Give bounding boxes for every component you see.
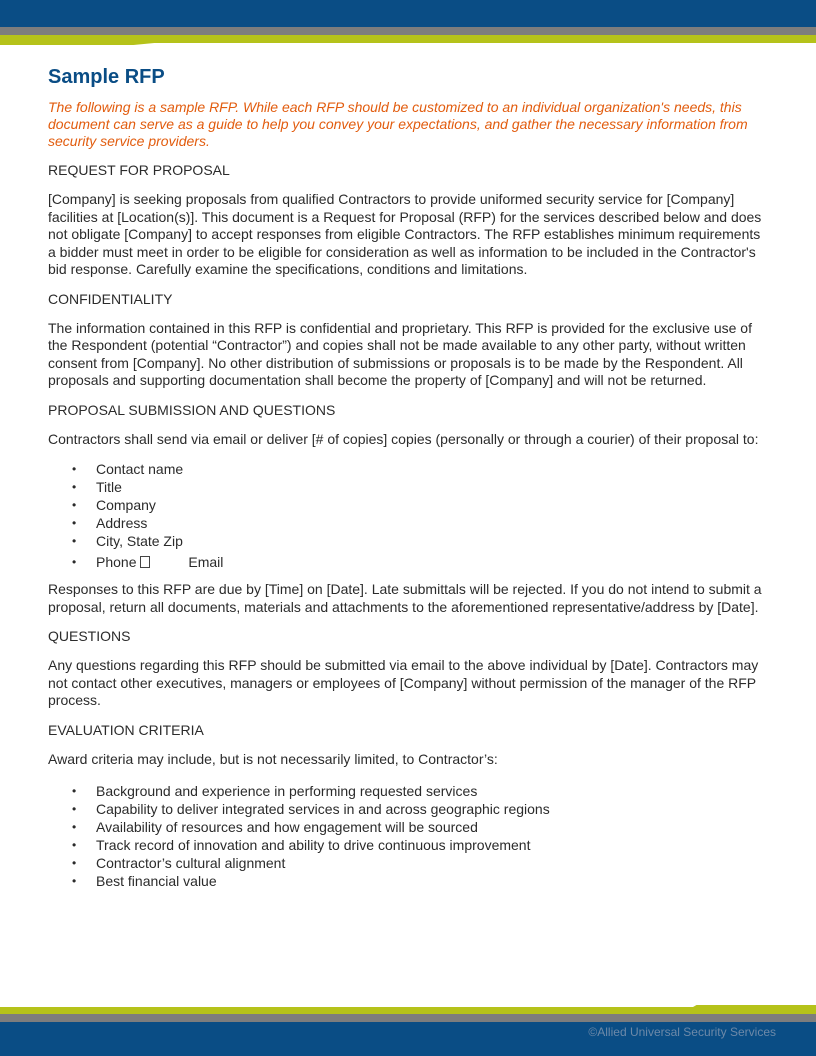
list-item: • Track record of innovation and ability to drive continuous improvement: [96, 836, 770, 854]
section-heading-evaluation: EVALUATION CRITERIA: [48, 721, 204, 738]
phone-label: Phone: [96, 554, 141, 570]
header-notch: [112, 43, 816, 47]
header-band-blue: [0, 0, 816, 27]
section-heading-submission: PROPOSAL SUBMISSION AND QUESTIONS: [48, 401, 336, 418]
placeholder-box-icon: [140, 556, 150, 568]
confidentiality-paragraph: The information contained in this RFP is confidential and proprietary. This RFP is provided for the exclusive use of the Respondent (potential “Contractor”) and copies shall not be made available to any other party, without written consent from [Company]. No other distribution of submissions or proposals is to be made by the Respondent. All proposals and supporting documentation shall become the property of [Company] and will not be returned.: [48, 319, 752, 388]
footer-band-gray: [0, 1014, 816, 1022]
list-item: • Address: [96, 514, 770, 532]
page-title: Sample RFP: [48, 66, 165, 88]
questions-paragraph: Any questions regarding this RFP should be submitted via email to the above individual by [Date]. Contractors may not contact other executives, managers or employees of [Company] without permission of the manager of the RFP process.: [48, 657, 759, 708]
request-paragraph: [Company] is seeking proposals from qualified Contractors to provide uniformed security service for [Company] facilities at [Location(s)]. This document is a Request for Proposal (RFP) for the services described below and does not obligate [Company] to accept responses from eligible Contractors. The RFP establishes minimum requirements a bidder must meet in order to be eligible for consideration as well as information to be included in the Contractor's bid response. Carefully examine the specifications, conditions and limitations.: [48, 191, 762, 277]
list-item: • Contractor’s cultural alignment: [96, 854, 770, 872]
section-heading-confidentiality: CONFIDENTIALITY: [48, 290, 173, 307]
list-item: • Contact name: [96, 460, 770, 478]
list-item: • Title: [96, 478, 770, 496]
evaluation-paragraph: Award criteria may include, but is not necessarily limited, to Contractor’s:: [48, 750, 498, 767]
list-item-phone-email: [96, 553, 770, 571]
list-item: • Availability of resources and how engagement will be sourced: [96, 818, 770, 836]
section-heading-questions: QUESTIONS: [48, 628, 131, 644]
list-item: • City, State Zip: [96, 532, 770, 550]
list-item: • Best financial value: [96, 872, 770, 890]
email-label: Email: [188, 554, 224, 570]
intro-note: The following is a sample RFP. While each RFP should be customized to an individual organization's needs, this document can serve as a guide to help you convey your expectations, and gather the necessary information from security service providers.: [48, 99, 748, 149]
list-item: • Background and experience in performing requested services: [96, 782, 770, 800]
criteria-list: [48, 782, 770, 890]
submission-paragraph: Contractors shall send via email or deliver [# of copies] copies (personally or through a courier) of their proposal to:: [48, 430, 759, 447]
header-band-gray: [0, 27, 816, 35]
list-item: • Company: [96, 496, 770, 514]
responses-paragraph: Responses to this RFP are due by [Time] on [Date]. Late submittals will be rejected. If you do not intend to submit a proposal, return all documents, materials and attachments to the aforementioned representative/address by [Date].: [48, 581, 762, 615]
section-heading-request: REQUEST FOR PROPOSAL: [48, 162, 230, 178]
footer-copyright: ©Allied Universal Security Services: [588, 1025, 776, 1039]
footer-notch: [0, 1003, 700, 1007]
document-body: [48, 66, 770, 900]
contact-list: [48, 460, 770, 571]
list-item: • Capability to deliver integrated services in and across geographic regions: [96, 800, 770, 818]
